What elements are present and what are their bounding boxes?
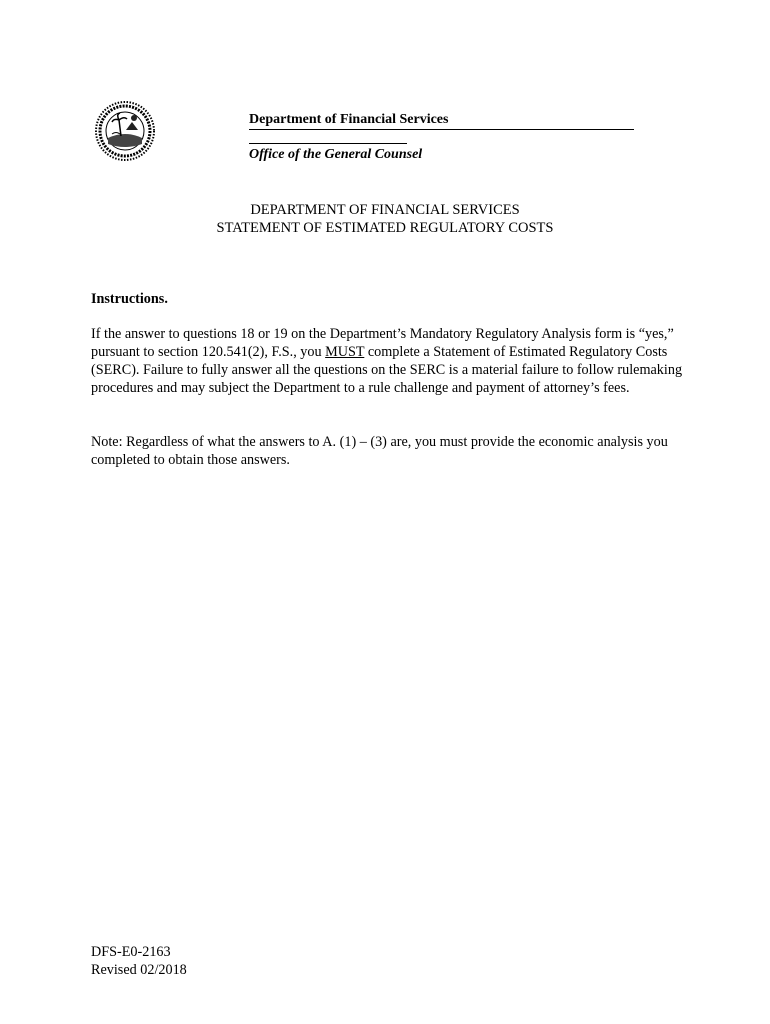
paragraph-text-start: If the answer to questions 18 or 19 on the Department’s Mandatory Regulatory Analysis form is “yes,” pursuant to section 120.541(2), F.S., you [91,326,674,360]
document-title-line-1: DEPARTMENT OF FINANCIAL SERVICES [250,202,520,218]
emphasis-must: MUST [325,344,365,360]
header-divider [249,143,407,144]
state-seal-icon [94,100,156,162]
department-name: Department of Financial Services [249,112,634,130]
revision-date: Revised 02/2018 [91,962,187,978]
instructions-heading: Instructions. [91,291,168,307]
document-title-line-2: STATEMENT OF ESTIMATED REGULATORY COSTS [216,220,554,236]
instructions-paragraph [91,325,691,397]
paragraph-text-end: complete a Statement of Estimated Regulatory Costs (SERC). Failure to fully answer all the questions on the SERC is a material failure to follow rulemaking procedures and may subject the Department to a rule challenge and payment of attorney’s fees. [91,344,683,396]
office-name: Office of the General Counsel [249,147,423,162]
form-number: DFS-E0-2163 [91,944,171,960]
note-paragraph: Note: Regardless of what the answers to A. (1) – (3) are, you must provide the economic analysis you completed to obtain those answers. [91,434,668,468]
